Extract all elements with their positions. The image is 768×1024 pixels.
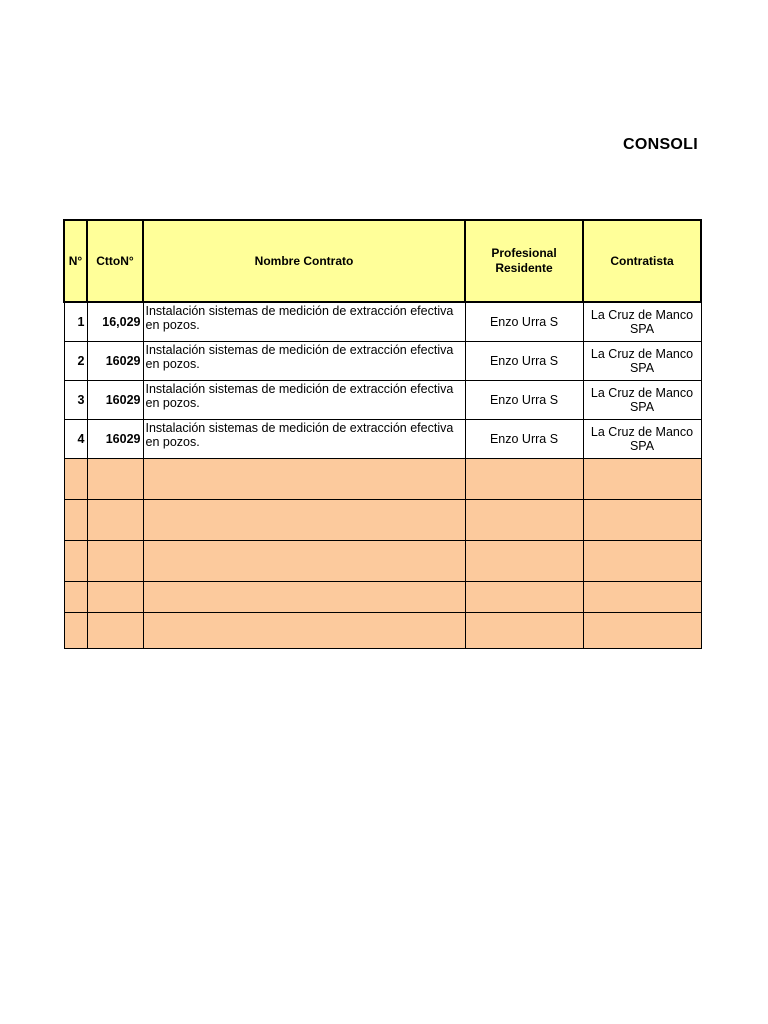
empty-table-row bbox=[64, 613, 701, 649]
contractor: La Cruz de Manco SPA bbox=[583, 381, 701, 420]
resident-professional: Enzo Urra S bbox=[465, 420, 583, 459]
empty-cell bbox=[143, 613, 465, 649]
empty-cell bbox=[143, 541, 465, 582]
header-contract-number: CttoN° bbox=[87, 220, 143, 302]
empty-cell bbox=[143, 459, 465, 500]
contract-name: Instalación sistemas de medición de extracción efectiva en pozos. bbox=[143, 342, 465, 381]
resident-professional: Enzo Urra S bbox=[465, 342, 583, 381]
row-number: 3 bbox=[64, 381, 87, 420]
empty-cell bbox=[143, 500, 465, 541]
empty-cell bbox=[465, 500, 583, 541]
empty-cell bbox=[583, 582, 701, 613]
table-row bbox=[64, 381, 701, 420]
empty-cell bbox=[64, 541, 87, 582]
empty-cell bbox=[465, 541, 583, 582]
empty-cell bbox=[64, 459, 87, 500]
empty-cell bbox=[465, 459, 583, 500]
contractor: La Cruz de Manco SPA bbox=[583, 420, 701, 459]
empty-cell bbox=[87, 613, 143, 649]
empty-cell bbox=[87, 541, 143, 582]
row-number: 1 bbox=[64, 302, 87, 342]
contract-number: 16,029 bbox=[87, 302, 143, 342]
empty-cell bbox=[87, 582, 143, 613]
row-number: 4 bbox=[64, 420, 87, 459]
empty-cell bbox=[583, 613, 701, 649]
empty-cell bbox=[87, 459, 143, 500]
empty-cell bbox=[583, 459, 701, 500]
table-header-row bbox=[64, 220, 701, 302]
empty-table-row bbox=[64, 500, 701, 541]
empty-cell bbox=[143, 582, 465, 613]
table-row bbox=[64, 420, 701, 459]
contractor: La Cruz de Manco SPA bbox=[583, 342, 701, 381]
empty-cell bbox=[465, 613, 583, 649]
contract-number: 16029 bbox=[87, 381, 143, 420]
document-title: CONSOLI bbox=[623, 136, 698, 153]
empty-table-row bbox=[64, 459, 701, 500]
contractor: La Cruz de Manco SPA bbox=[583, 302, 701, 342]
empty-table-row bbox=[64, 582, 701, 613]
empty-cell bbox=[87, 500, 143, 541]
empty-table-row bbox=[64, 541, 701, 582]
contract-name: Instalación sistemas de medición de extracción efectiva en pozos. bbox=[143, 302, 465, 342]
header-number: N° bbox=[64, 220, 87, 302]
empty-cell bbox=[64, 582, 87, 613]
contract-name: Instalación sistemas de medición de extracción efectiva en pozos. bbox=[143, 420, 465, 459]
empty-cell bbox=[583, 500, 701, 541]
table-row bbox=[64, 302, 701, 342]
contract-number: 16029 bbox=[87, 420, 143, 459]
contract-name: Instalación sistemas de medición de extracción efectiva en pozos. bbox=[143, 381, 465, 420]
contract-number: 16029 bbox=[87, 342, 143, 381]
resident-professional: Enzo Urra S bbox=[465, 302, 583, 342]
row-number: 2 bbox=[64, 342, 87, 381]
empty-cell bbox=[64, 500, 87, 541]
table-row bbox=[64, 342, 701, 381]
header-contractor: Contratista bbox=[583, 220, 701, 302]
header-contract-name: Nombre Contrato bbox=[143, 220, 465, 302]
empty-cell bbox=[465, 582, 583, 613]
contracts-table bbox=[63, 219, 702, 649]
header-resident-professional: Profesional Residente bbox=[465, 220, 583, 302]
resident-professional: Enzo Urra S bbox=[465, 381, 583, 420]
empty-cell bbox=[64, 613, 87, 649]
empty-cell bbox=[583, 541, 701, 582]
